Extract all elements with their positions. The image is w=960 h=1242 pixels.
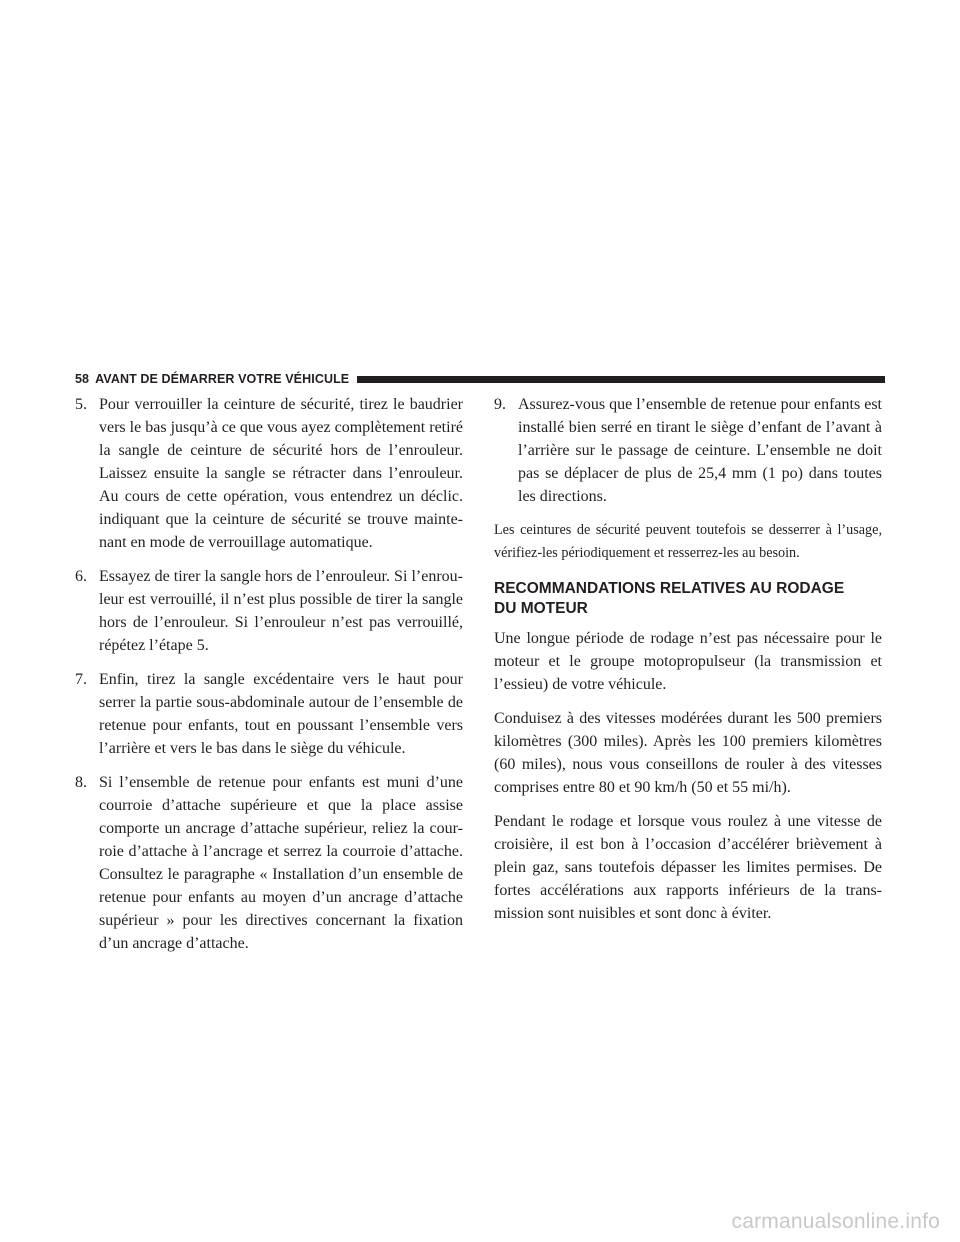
loosening-note: Les ceintures de sécurité peuvent toutefois se desserrer à l’usage, vérifiez-les périodiquement et resserrez-les au besoin.: [494, 522, 882, 561]
step-text: Si l’ensemble de retenue pour enfants est muni d’une courroie d’attache supérieure et que la place assise comporte un ancrage d’attache supérieur, reliez la cour-roie d’attache à l’ancrage et serrez la courroie d’attache. Consultez le paragraphe « Installation d’un ensemble de retenue pour enfants au moyen d’un ancrage d’attache supérieur » pour les directives concernant la fixation d’un ancrage d’attache.: [99, 774, 463, 952]
step-5: [75, 393, 463, 554]
right-column: [494, 393, 882, 936]
step-text: Enfin, tirez la sangle excédentaire vers le haut pour serrer la partie sous-abdominale autour de l’ensemble de retenue pour enfants, tout en poussant l’ensemble vers l’arrière et vers le bas dans le siège du véhicule.: [99, 671, 463, 757]
step-number: 6.: [75, 568, 87, 585]
step-6: [75, 565, 463, 657]
step-text: Pour verrouiller la ceinture de sécurité, tirez le baudrier vers le bas jusqu’à ce que vous ayez complètement retiré la sangle de ceinture de sécurité hors de l’enrouleur. Laissez ensuite la sangle se rétracter dans l’enrouleur. Au cours de cette opération, vous entendrez un déclic. indiquant que la ceinture de sécurité se trouve mainte-nant en mode de verrouillage automatique.: [99, 396, 463, 551]
left-column: [75, 393, 463, 966]
paragraph-speeds: Conduisez à des vitesses modérées durant les 500 premiers kilomètres (300 miles). Après les 100 premiers kilomètres (60 miles), nous vous conseillons de rouler à des vitesses comprises entre 80 et 90 km/h (50 et 55 mi/h).: [494, 710, 882, 796]
step-text: Essayez de tirer la sangle hors de l’enrouleur. Si l’enrou-leur est verrouillé, il n’est plus possible de tirer la sangle hors de l’enrouleur. Si l’enrouleur n’est pas verrouillé, répétez l’étape 5.: [99, 568, 463, 654]
section-heading-line-2: DU MOTEUR: [494, 600, 588, 617]
section-title: AVANT DE DÉMARRER VOTRE VÉHICULE: [95, 372, 350, 386]
step-number: 5.: [75, 396, 87, 413]
page-number: 58: [75, 372, 90, 386]
paragraph-acceleration: Pendant le rodage et lorsque vous roulez à une vitesse de croisière, il est bon à l’occasion d’accélérer brièvement à plein gaz, sans toutefois dépasser les limites permises. De fortes accélérations aux rapports inférieurs de la trans-mission sont nuisibles et sont donc à éviter.: [494, 813, 882, 922]
step-9: [494, 393, 882, 508]
step-7: [75, 668, 463, 760]
running-header: [75, 369, 885, 389]
section-heading-line-1: RECOMMANDATIONS RELATIVES AU RODAGE: [494, 580, 845, 597]
section-heading: [494, 579, 882, 619]
step-number: 9.: [494, 396, 506, 413]
step-text: Assurez-vous que l’ensemble de retenue pour enfants est installé bien serré en tirant le siège d’enfant de l’avant à l’arrière sur le passage de ceinture. L’ensemble ne doit pas se déplacer de plus de 25,4 mm (1 po) dans toutes les directions.: [518, 396, 882, 505]
step-number: 7.: [75, 671, 87, 688]
step-number: 8.: [75, 774, 87, 791]
step-8: [75, 771, 463, 955]
header-rule: [357, 376, 885, 383]
watermark: carmanualsonline.info: [731, 1210, 940, 1233]
paragraph-break-in: Une longue période de rodage n’est pas nécessaire pour le moteur et le groupe motopropulseur (la transmission et l’essieu) de votre véhicule.: [494, 630, 882, 693]
